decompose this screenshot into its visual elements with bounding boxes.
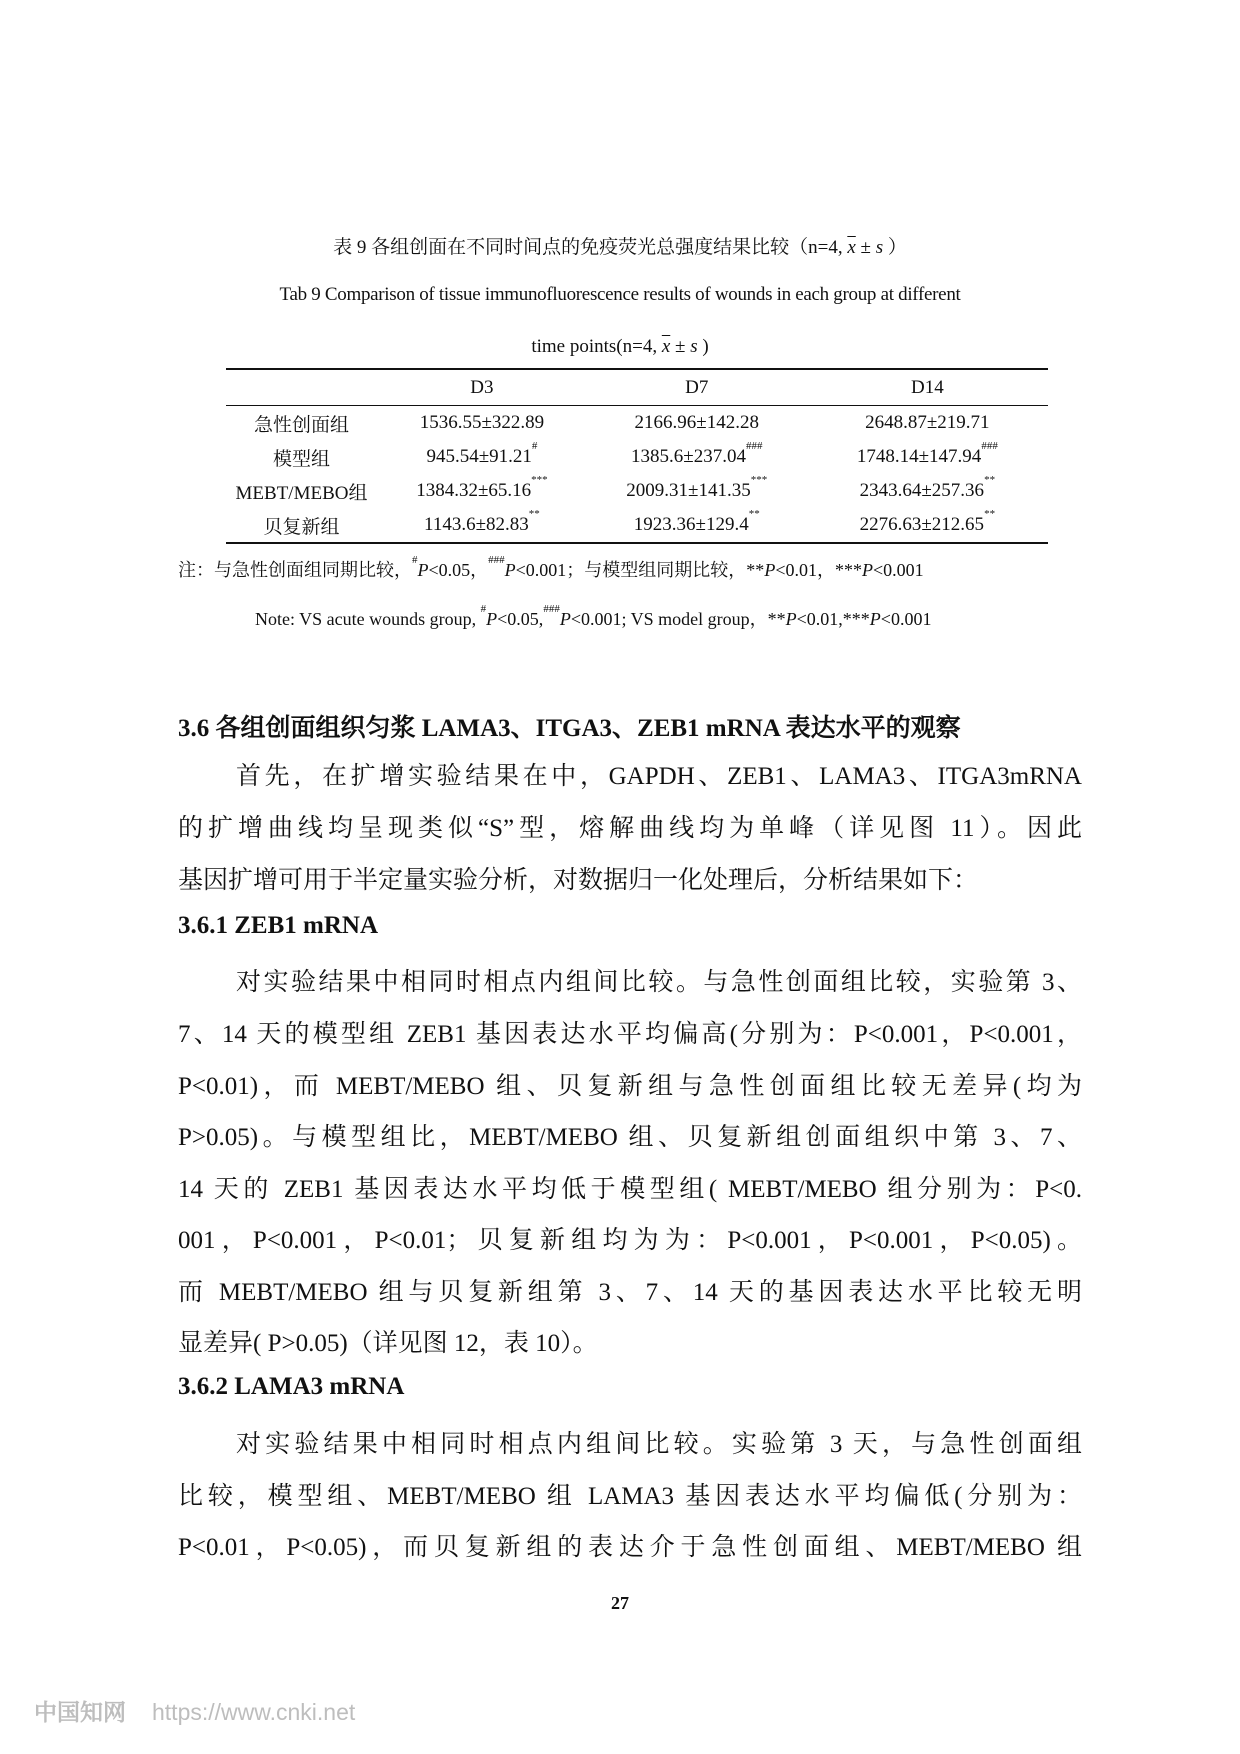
plus-minus: ± — [855, 237, 876, 258]
paragraph-line: 001，P<0.001，P<0.01；贝复新组均为为：P<0.001，P<0.001，P<0.05)。 — [178, 1227, 1082, 1254]
paragraph-line: P<0.01，P<0.05)，而贝复新组的表达介于急性创面组、MEBT/MEBO 组 — [178, 1534, 1082, 1561]
paragraph-line: 首先，在扩增实验结果在中，GAPDH、ZEB1、LAMA3、ITGA3mRNA — [236, 763, 1082, 790]
mean-symbol: $\overline{x}$ — [661, 336, 671, 357]
table-header-cell: D7 — [587, 369, 807, 406]
table-row — [226, 508, 1048, 543]
table-row — [226, 406, 1048, 441]
paragraph-line: 14 天的 ZEB1 基因表达水平均低于模型组( MEBT/MEBO 组分别为：P<0. — [178, 1176, 1082, 1203]
watermark — [34, 1694, 355, 1727]
mean-symbol: $\overline{x}$ — [847, 237, 856, 258]
table-header-cell — [226, 369, 377, 406]
table-header-row — [226, 369, 1048, 406]
group-name-cell: 贝复新组 — [263, 516, 340, 538]
results-table — [226, 368, 1048, 544]
paragraph-line: 对实验结果中相同时相点内组间比较。实验第 3 天，与急性创面组 — [236, 1431, 1082, 1458]
table-caption-en-line2 — [0, 336, 1240, 358]
table-caption-en-line1: Tab 9 Comparison of tissue immunofluorescence results of wounds in each group at different — [279, 284, 961, 305]
paragraph-line: P>0.05)。与模型组比，MEBT/MEBO 组、贝复新组创面组织中第 3、7、 — [178, 1124, 1082, 1151]
sd-symbol: s — [875, 237, 884, 258]
value-cell: 1385.6±237.04### — [631, 439, 763, 467]
group-name-cell: 模型组 — [272, 448, 330, 470]
value-cell: 2009.31±141.35*** — [626, 473, 768, 501]
value-cell: 2648.87±219.71 — [865, 412, 990, 433]
table-row — [226, 474, 1048, 508]
table-header-cell: D3 — [377, 369, 587, 406]
value-cell: 945.54±91.21# — [426, 439, 538, 467]
table-note-en: Note: VS acute wounds group, #P<0.05,###P<0.001; VS model group，**P<0.01,***P<0.001 — [255, 603, 932, 629]
group-name-cell: 急性创面组 — [253, 414, 349, 436]
value-cell: 1384.32±65.16*** — [416, 473, 548, 501]
value-cell: 2166.96±142.28 — [634, 412, 759, 433]
value-cell: 2276.63±212.65** — [859, 507, 996, 535]
cnki-logo-text: 中国知网 — [34, 1699, 126, 1725]
paragraph-line: 7、14 天的模型组 ZEB1 基因表达水平均偏高(分别为：P<0.001，P<0.001， — [178, 1021, 1082, 1048]
plus-minus: ± — [670, 336, 691, 357]
section-heading-3-6-2: 3.6.2 LAMA3 mRNA — [178, 1373, 405, 1400]
value-cell: 2343.64±257.36** — [859, 473, 996, 501]
watermark-url: https://www.cnki.net — [152, 1699, 356, 1725]
caption-en-text: time points(n=4, — [531, 336, 662, 357]
page-number: 27 — [611, 1593, 629, 1613]
section-heading-3-6: 3.6 各组创面组织匀浆 LAMA3、ITGA3、ZEB1 mRNA 表达水平的观察 — [178, 715, 961, 742]
table-header-cell: D14 — [807, 369, 1048, 406]
paragraph-line: 对实验结果中相同时相点内组间比较。与急性创面组比较，实验第 3、 — [236, 969, 1082, 996]
paragraph-line: 的扩增曲线均呈现类似“S”型，熔解曲线均为单峰（详见图 11）。因此 — [178, 815, 1082, 842]
caption-close: ） — [883, 237, 907, 258]
value-cell: 1923.36±129.4** — [633, 507, 760, 535]
group-name-cell: MEBT/MEBO组 — [235, 482, 368, 504]
paragraph-line: 而 MEBT/MEBO 组与贝复新组第 3、7、14 天的基因表达水平比较无明 — [178, 1279, 1082, 1306]
table-note-cn: 注：与急性创面组同期比较，#P<0.05，###P<0.001；与模型组同期比较，**P<0.01，***P<0.001 — [178, 554, 924, 580]
sd-symbol: s — [690, 336, 698, 357]
caption-cn-text: 表 9 各组创面在不同时间点的免疫荧光总强度结果比较（n=4, — [333, 237, 848, 258]
paragraph-line: P<0.01)，而 MEBT/MEBO 组、贝复新组与急性创面组比较无差异(均为 — [178, 1073, 1082, 1100]
table-caption-cn — [0, 232, 1240, 259]
value-cell: 1748.14±147.94### — [856, 439, 998, 467]
value-cell: 1536.55±322.89 — [419, 412, 545, 433]
caption-close: ) — [697, 336, 709, 357]
section-heading-3-6-1: 3.6.1 ZEB1 mRNA — [178, 912, 379, 939]
paragraph-line: 比较，模型组、MEBT/MEBO 组 LAMA3 基因表达水平均偏低(分别为： — [178, 1483, 1082, 1510]
value-cell: 1143.6±82.83** — [424, 507, 540, 535]
paragraph-line: 基因扩增可用于半定量实验分析，对数据归一化处理后，分析结果如下： — [178, 867, 979, 894]
table-row — [226, 440, 1048, 474]
paragraph-line: 显差异( P>0.05)（详见图 12，表 10）。 — [178, 1330, 598, 1357]
